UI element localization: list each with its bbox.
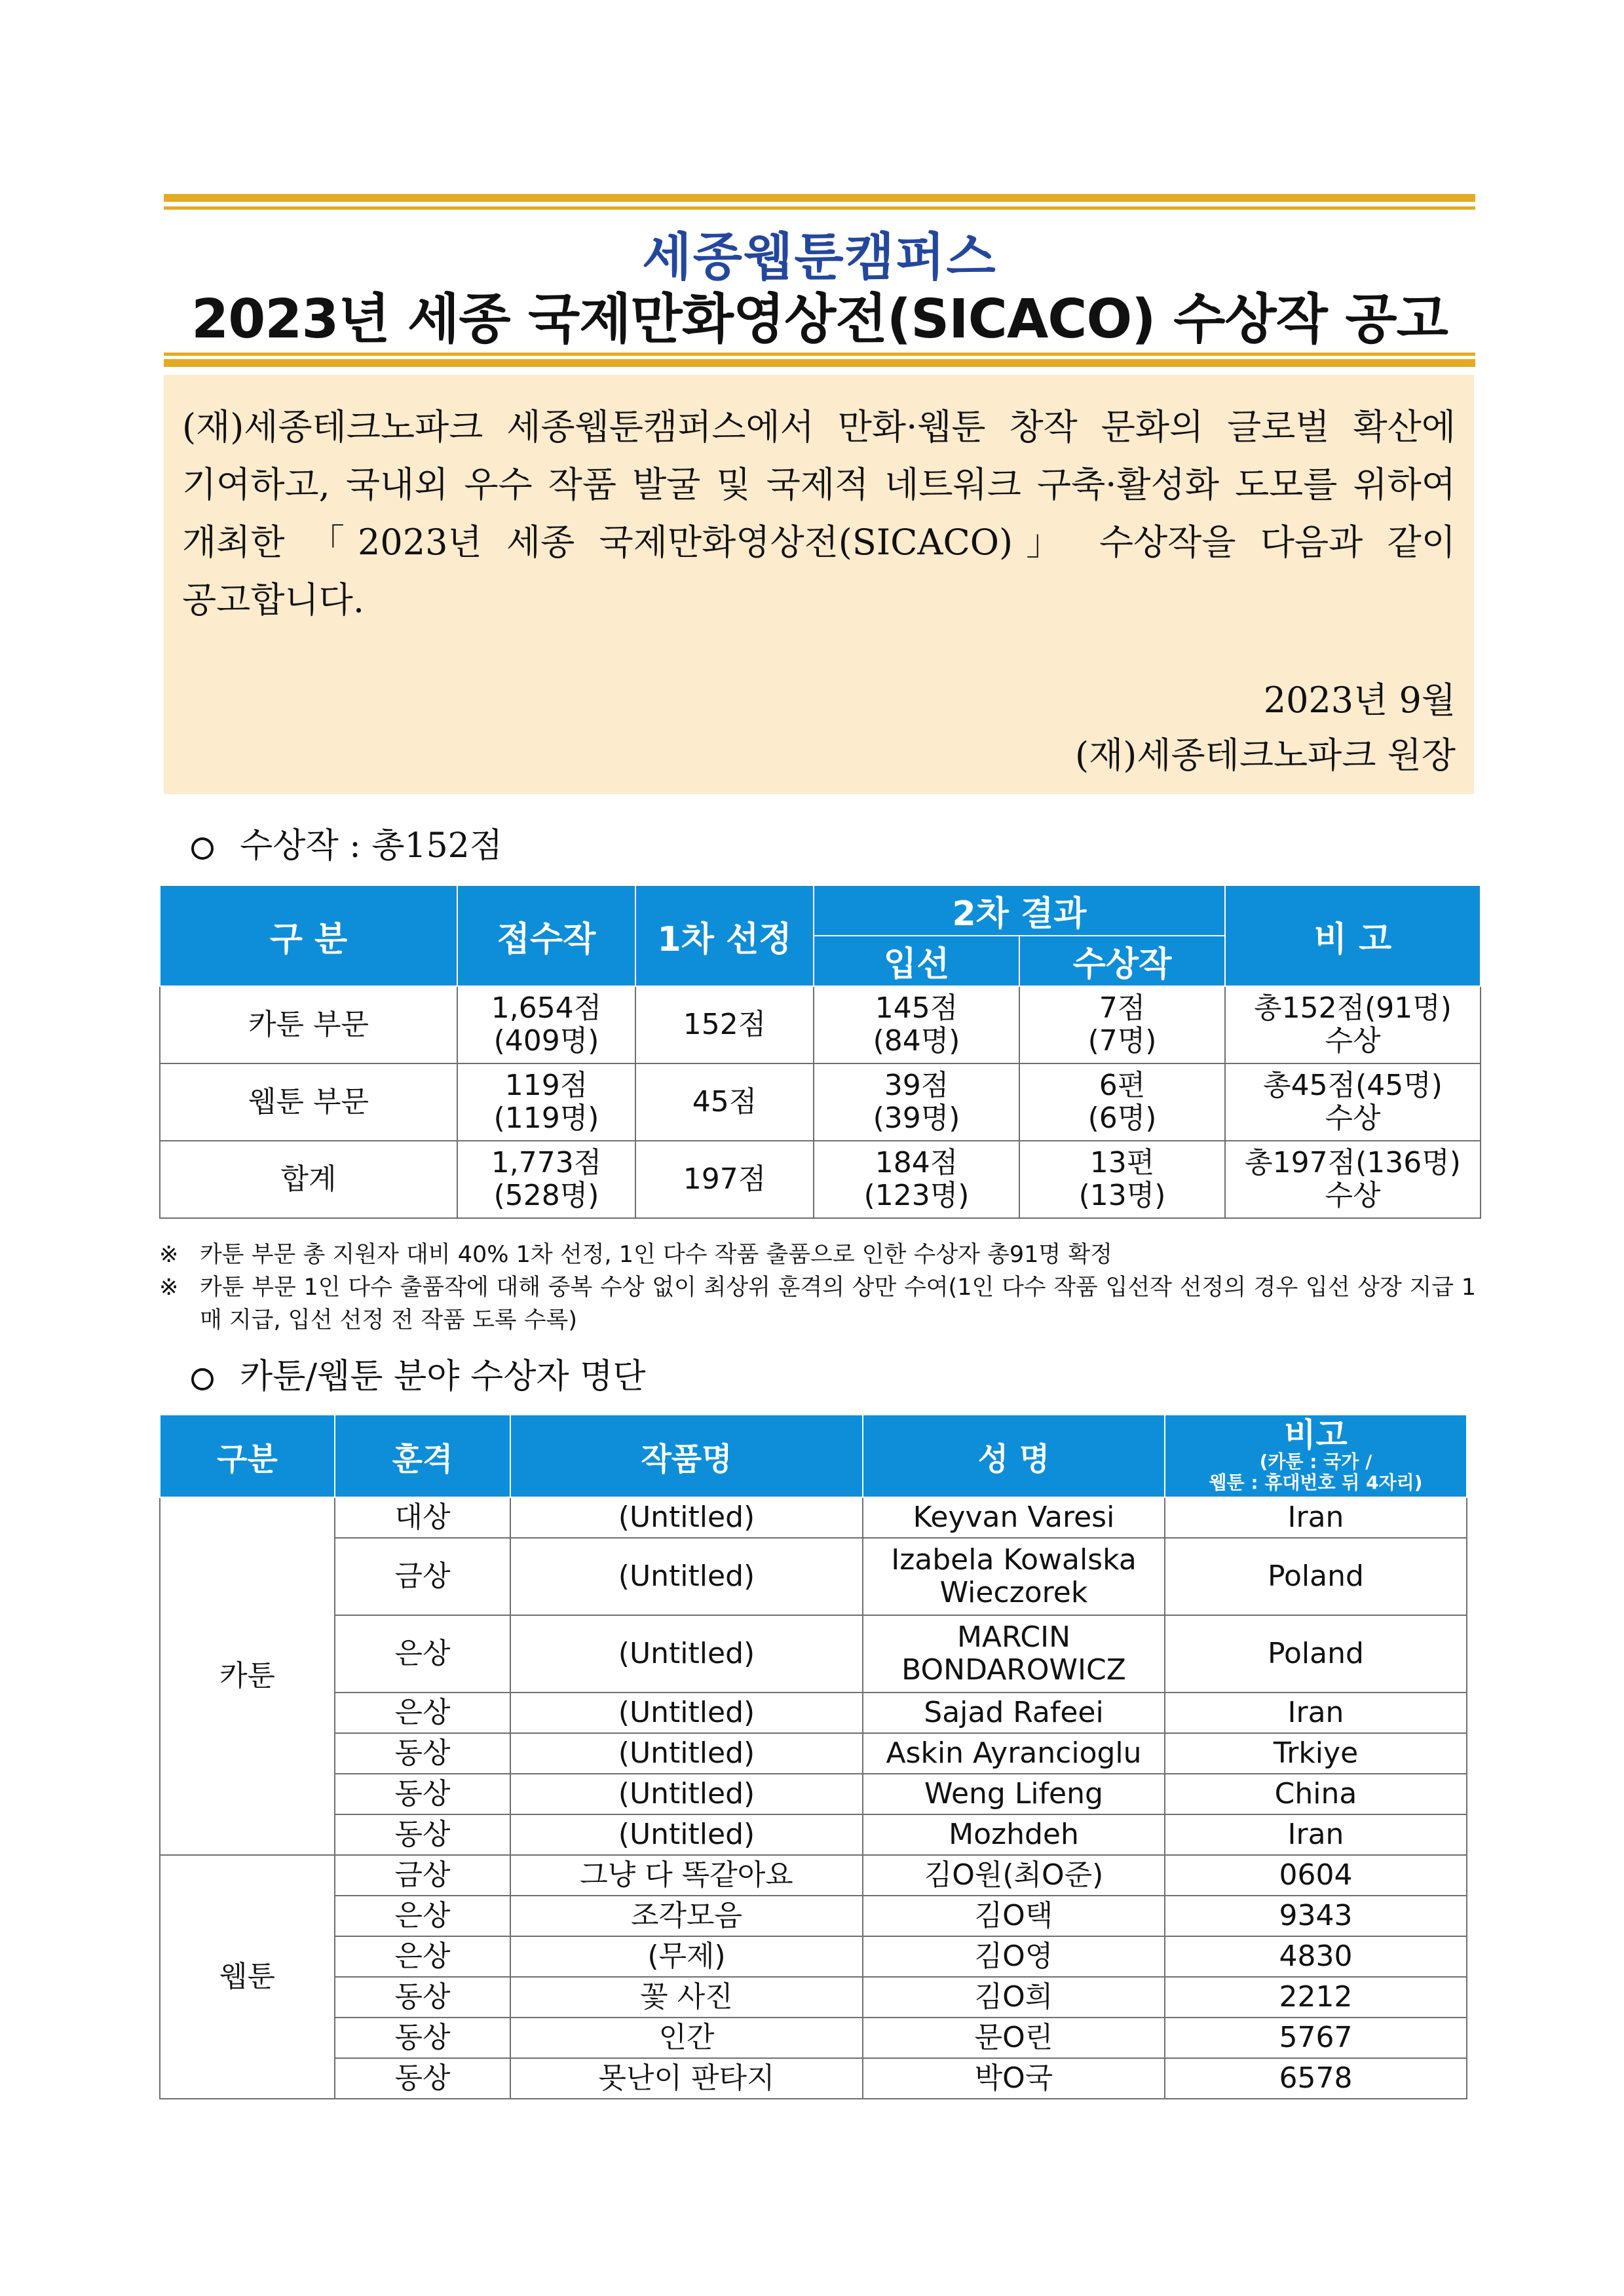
header-work: 작품명: [510, 1415, 863, 1497]
header-submitted: 접수작: [457, 885, 635, 986]
winner-name: Izabela Kowalska Wieczorek: [863, 1538, 1165, 1615]
work-title: (Untitled): [510, 1615, 863, 1693]
remark: Poland: [1165, 1615, 1467, 1693]
table-row: [160, 1936, 1467, 1977]
work-title: (Untitled): [510, 1733, 863, 1774]
work-title: 인간: [510, 2018, 863, 2058]
note-text: 카툰 부문 1인 다수 출품작에 대해 중복 수상 없이 최상위 훈격의 상만 수여(1인 다수 작품 입선작 선정의 경우 입선 상장 지급 1매 지급, 입선 선정 전 작품 도록 수록): [200, 1274, 1476, 1333]
header-first-round: 1차 선정: [635, 885, 814, 986]
winner-name: 김O영: [863, 1936, 1165, 1977]
row-submitted: 119점 (119명): [457, 1063, 635, 1141]
note-text: 카툰 부문 총 지원자 대비 40% 1차 선정, 1인 다수 작품 출품으로 인한 수상자 총91명 확정: [200, 1242, 1112, 1268]
work-title: (Untitled): [510, 1538, 863, 1615]
bottom-rule-thick: [164, 359, 1475, 367]
winner-name: 문O린: [863, 2018, 1165, 2058]
winner-name: Mozhdeh: [863, 1814, 1165, 1855]
remark: Trkiye: [1165, 1733, 1467, 1774]
group-webtoon: 웹툰: [160, 1855, 335, 2099]
row-category: 합계: [160, 1141, 457, 1218]
header-name: 성 명: [863, 1415, 1165, 1497]
table-row: [160, 1497, 1467, 1538]
award: 동상: [335, 1774, 510, 1814]
table-row: [160, 1733, 1467, 1774]
work-title: 조각모음: [510, 1896, 863, 1936]
remark: 9343: [1165, 1896, 1467, 1936]
note-mark: ※: [159, 1274, 179, 1301]
remark: Poland: [1165, 1538, 1467, 1615]
row-first: 45점: [635, 1063, 814, 1141]
table-row: [160, 1693, 1467, 1733]
circle-bullet-icon: [191, 1368, 214, 1390]
note-mark: ※: [159, 1242, 179, 1268]
summary-label: 수상작 :: [240, 826, 361, 866]
winners-table: [159, 1414, 1467, 2099]
award: 동상: [335, 1733, 510, 1774]
row-first: 152점: [635, 986, 814, 1063]
winner-name: MARCIN BONDAROWICZ: [863, 1615, 1165, 1693]
work-title: (Untitled): [510, 1814, 863, 1855]
row-first: 197점: [635, 1141, 814, 1218]
winner-name: Askin Ayrancioglu: [863, 1733, 1165, 1774]
award: 금상: [335, 1855, 510, 1896]
work-title: (Untitled): [510, 1497, 863, 1538]
top-rule-thick: [164, 194, 1475, 202]
summary-total: 총152점: [371, 826, 502, 866]
note-item: [159, 1238, 1476, 1271]
row-category: 웹툰 부문: [160, 1063, 457, 1141]
row-remarks: 총197점(136명) 수상: [1225, 1141, 1481, 1218]
summary-table: [159, 885, 1481, 1219]
remark: Iran: [1165, 1814, 1467, 1855]
row-category: 카툰 부문: [160, 986, 457, 1063]
org-title: 세종웹툰캠퍼스: [642, 228, 997, 287]
header-selected: 입선: [814, 936, 1019, 986]
intro-signer: (재)세종테크노파크 원장: [1075, 735, 1456, 776]
row-selected: 184점 (123명): [814, 1141, 1019, 1218]
header-awarded: 수상작: [1019, 936, 1225, 986]
table-row: [160, 2058, 1467, 2099]
row-awarded: 13편 (13명): [1019, 1141, 1225, 1218]
winners-heading: [191, 1349, 646, 1398]
row-selected: 145점 (84명): [814, 986, 1019, 1063]
work-title: (무제): [510, 1936, 863, 1977]
work-title: (Untitled): [510, 1693, 863, 1733]
work-title: (Untitled): [510, 1774, 863, 1814]
row-submitted: 1,654점 (409명): [457, 986, 635, 1063]
intro-signature: [1075, 673, 1456, 783]
table-row: [160, 1814, 1467, 1855]
winner-name: 김O원(최O준): [863, 1855, 1165, 1896]
summary-heading: [191, 818, 502, 867]
header-category: 구 분: [160, 885, 457, 986]
table-row: [160, 1977, 1467, 2018]
award: 동상: [335, 1977, 510, 2018]
award: 은상: [335, 1693, 510, 1733]
award: 동상: [335, 2018, 510, 2058]
remark: 0604: [1165, 1855, 1467, 1896]
header-remarks: 비고 (카툰 : 국가 / 웹툰 : 휴대번호 뒤 4자리): [1165, 1415, 1467, 1497]
row-submitted: 1,773점 (528명): [457, 1141, 635, 1218]
note-item: [159, 1271, 1476, 1337]
winners-label: 카툰/웹툰 분야 수상자 명단: [240, 1357, 646, 1396]
group-cartoon: 카툰: [160, 1497, 335, 1855]
row-remarks: 총152점(91명) 수상: [1225, 986, 1481, 1063]
winner-name: 박O국: [863, 2058, 1165, 2099]
remark: 2212: [1165, 1977, 1467, 2018]
intro-body: (재)세종테크노파크 세종웹툰캠퍼스에서 만화·웹툰 창작 문화의 글로벌 확산에 기여하고, 국내외 우수 작품 발굴 및 국제적 네트워크 구축·활성화 도모를 위하여 개최한 「2023년 세종 국제만화영상전(SICACO)」 수상작을 다음과 같이 공고합니다.: [182, 406, 1456, 621]
row-awarded: 6편 (6명): [1019, 1063, 1225, 1141]
remark: 6578: [1165, 2058, 1467, 2099]
table-row: [160, 1896, 1467, 1936]
award: 은상: [335, 1936, 510, 1977]
work-title: 그냥 다 똑같아요: [510, 1855, 863, 1896]
table-row: [160, 986, 1481, 1063]
remark: 4830: [1165, 1936, 1467, 1977]
remark: Iran: [1165, 1497, 1467, 1538]
winner-name: Keyvan Varesi: [863, 1497, 1165, 1538]
circle-bullet-icon: [191, 837, 214, 860]
bottom-rule-thin: [164, 353, 1475, 356]
table-row: [160, 1774, 1467, 1814]
work-title: 꽃 사진: [510, 1977, 863, 2018]
remark: China: [1165, 1774, 1467, 1814]
award: 금상: [335, 1538, 510, 1615]
table-row: [160, 1063, 1481, 1141]
winner-name: Weng Lifeng: [863, 1774, 1165, 1814]
winner-name: Sajad Rafeei: [863, 1693, 1165, 1733]
header-category: 구분: [160, 1415, 335, 1497]
header-remarks: 비 고: [1225, 885, 1481, 986]
table-row: [160, 1538, 1467, 1615]
row-remarks: 총45점(45명) 수상: [1225, 1063, 1481, 1141]
table-row: [160, 2018, 1467, 2058]
winner-name: 김O택: [863, 1896, 1165, 1936]
work-title: 못난이 판타지: [510, 2058, 863, 2099]
remark: Iran: [1165, 1693, 1467, 1733]
page-title: 2023년 세종 국제만화영상전(SICACO) 수상작 공고: [191, 288, 1448, 351]
award: 동상: [335, 2058, 510, 2099]
table-row: [160, 1615, 1467, 1693]
winner-name: 김O희: [863, 1977, 1165, 2018]
notes: [159, 1238, 1476, 1337]
table-row: [160, 1141, 1481, 1218]
intro-date: 2023년 9월: [1263, 679, 1456, 721]
table-row: [160, 1855, 1467, 1896]
header-second-round: 2차 결과: [814, 885, 1225, 936]
award: 동상: [335, 1814, 510, 1855]
row-awarded: 7점 (7명): [1019, 986, 1225, 1063]
header-award: 훈격: [335, 1415, 510, 1497]
intro-box: [164, 375, 1474, 794]
award: 은상: [335, 1896, 510, 1936]
award: 대상: [335, 1497, 510, 1538]
row-selected: 39점 (39명): [814, 1063, 1019, 1141]
top-rule-thin: [164, 206, 1475, 210]
remark: 5767: [1165, 2018, 1467, 2058]
award: 은상: [335, 1615, 510, 1693]
